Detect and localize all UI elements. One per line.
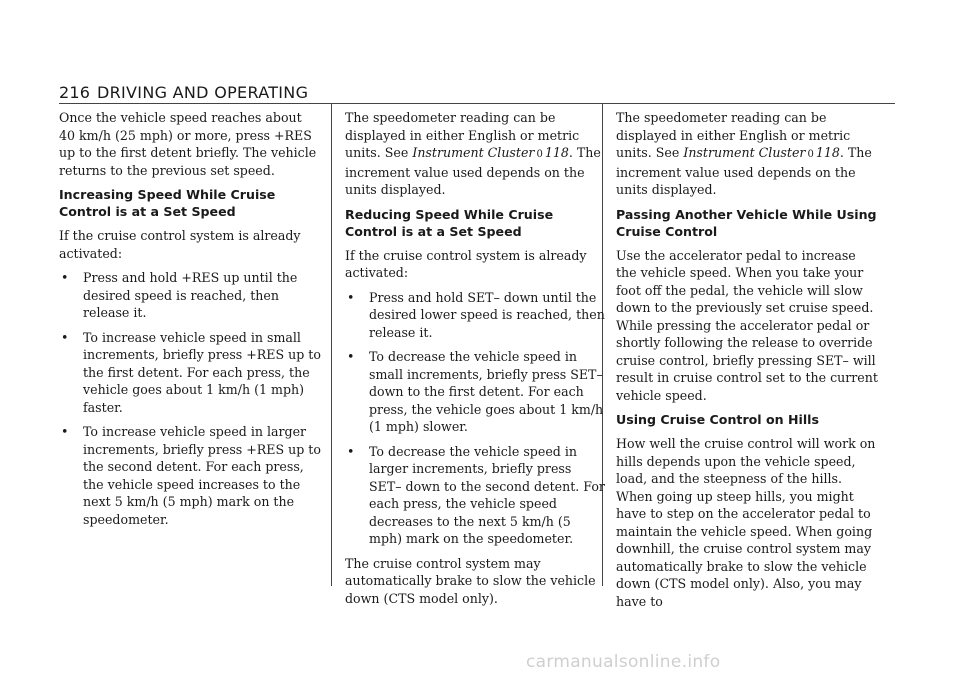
cross-reference-link[interactable]: Instrument Cluster bbox=[683, 145, 806, 160]
paragraph-speedometer bbox=[345, 109, 607, 199]
subheading-increasing-speed: Increasing Speed While Cruise Control is at a Set Speed bbox=[59, 187, 276, 219]
header-rule bbox=[59, 103, 895, 104]
bullet-icon: • bbox=[347, 289, 355, 305]
bullet-icon: • bbox=[61, 424, 69, 439]
list-item-text: To decrease the vehicle speed in small increments, briefly press SET– down to the first detent. For each press, the vehicle goes about 1 km/h (1 mph) slower. bbox=[369, 349, 604, 434]
bullet-icon: • bbox=[347, 443, 355, 459]
page-reference-icon: 0 bbox=[807, 149, 814, 160]
column-1 bbox=[59, 109, 321, 535]
bullet-icon: • bbox=[61, 270, 69, 285]
cross-reference-link[interactable]: Instrument Cluster bbox=[412, 145, 535, 160]
subheading-passing-vehicle: Passing Another Vehicle While Using Cruise Control bbox=[616, 206, 877, 239]
list-item bbox=[345, 443, 607, 548]
bullet-list bbox=[345, 289, 607, 548]
paragraph: Use the accelerator pedal to increase the vehicle speed. When you take your foot off the pedal, the vehicle will slow down to the previously set cruise speed. While pressing the accelerator pedal or shortly following the release to override cruise control, briefly pressing SET– will result in cruise control set to the current vehicle speed. bbox=[616, 247, 878, 403]
page-reference-icon: 0 bbox=[536, 149, 543, 160]
list-item-text: To decrease the vehicle speed in larger increments, briefly press SET– down to the second detent. For each press, the vehicle speed decreases to the next 5 km/h (5 mph) mark on the speedometer. bbox=[369, 443, 605, 546]
section-title: DRIVING AND OPERATING bbox=[97, 83, 309, 102]
paragraph: The cruise control system may automatically brake to slow the vehicle down (CTS model only). bbox=[345, 555, 596, 606]
paragraph: If the cruise control system is already activated: bbox=[59, 228, 301, 261]
paragraph-speedometer bbox=[616, 109, 878, 199]
cross-reference-page[interactable]: 118 bbox=[815, 145, 840, 160]
text: The speedometer reading can be displayed in either English or metric units. See bbox=[616, 110, 851, 160]
list-item bbox=[345, 348, 607, 436]
paragraph: Once the vehicle speed reaches about 40 km/h (25 mph) or more, press +RES up to the first detent briefly. The vehicle returns to the previous set speed. bbox=[59, 110, 317, 178]
list-item bbox=[345, 289, 607, 342]
column-3 bbox=[616, 109, 878, 617]
list-item-text: Press and hold +RES up until the desired speed is reached, then release it. bbox=[83, 270, 298, 320]
text: . bbox=[568, 145, 573, 160]
text: The speedometer reading can be displayed in either English or metric units. See bbox=[345, 110, 580, 160]
list-item-text: Press and hold SET– down until the desired lower speed is reached, then release it. bbox=[369, 289, 605, 340]
text: The increment value used depends on the units displayed. bbox=[616, 145, 872, 197]
text: The increment value used depends on the units displayed. bbox=[345, 145, 601, 197]
bullet-icon: • bbox=[61, 329, 69, 345]
bullet-list bbox=[59, 269, 321, 528]
paragraph: How well the cruise control will work on hills depends upon the vehicle speed, load, and the steepness of the hills. When going up steep hills, you might have to step on the accelerator pedal to maintain the vehicle speed. When going downhill, the cruise control system may automatically brake to slow the vehicle down (CTS model only). Also, you may have to bbox=[616, 436, 876, 609]
list-item bbox=[59, 269, 321, 322]
cross-reference-page[interactable]: 118 bbox=[544, 145, 569, 160]
list-item-text: To increase vehicle speed in small increments, briefly press +RES up to the first detent. For each press, the vehicle goes about 1 km/h (1 mph) faster. bbox=[83, 329, 321, 415]
watermark: carmanualsonline.info bbox=[526, 652, 721, 672]
subheading-reducing-speed: Reducing Speed While Cruise Control is at a Set Speed bbox=[345, 206, 554, 239]
list-item bbox=[59, 329, 321, 417]
page-number: 216 bbox=[59, 83, 91, 102]
column-divider-1 bbox=[331, 103, 332, 586]
list-item-text: To increase vehicle speed in larger increments, briefly press +RES up to the second detent. For each press, the vehicle speed increases to the next 5 km/h (5 mph) mark on the speedometer. bbox=[83, 424, 321, 527]
paragraph: If the cruise control system is already activated: bbox=[345, 247, 587, 280]
bullet-icon: • bbox=[347, 349, 355, 364]
text: . bbox=[839, 145, 844, 160]
column-2 bbox=[345, 109, 607, 614]
list-item bbox=[59, 423, 321, 528]
subheading-cruise-on-hills: Using Cruise Control on Hills bbox=[616, 412, 819, 427]
